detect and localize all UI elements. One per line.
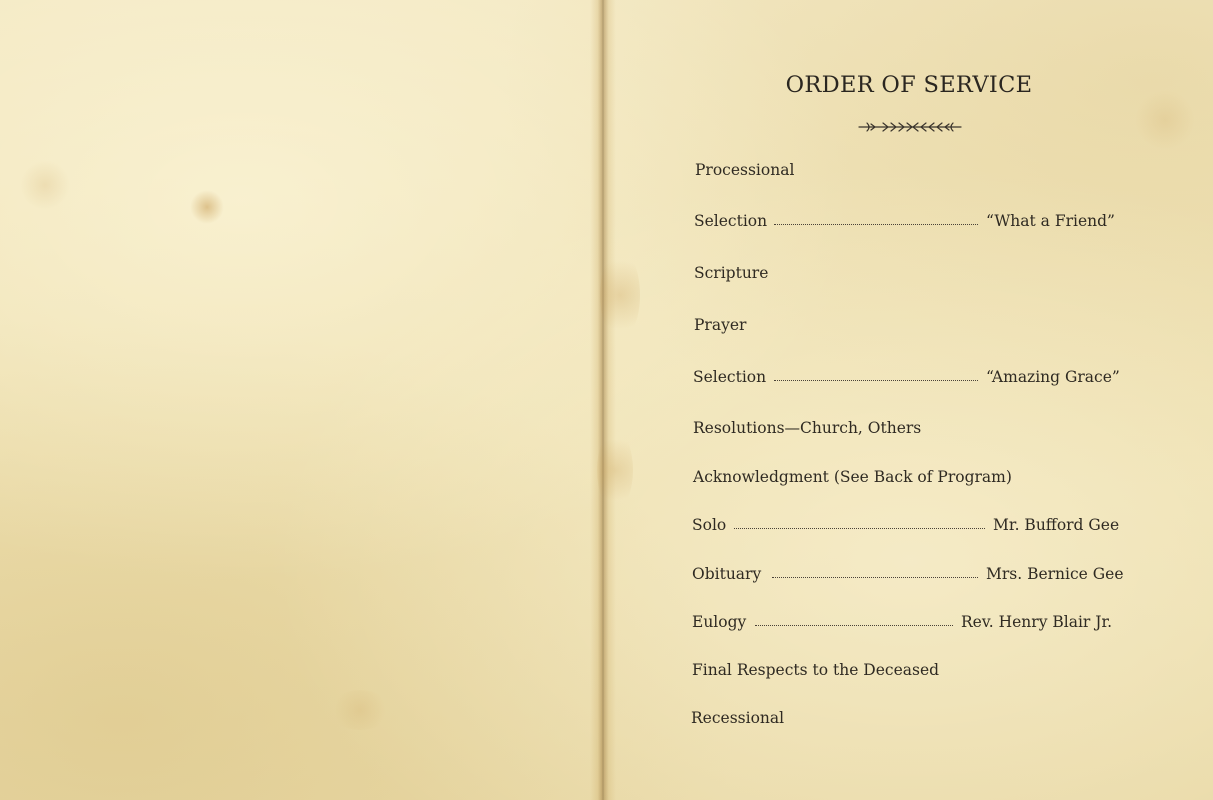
item-label: Processional xyxy=(695,161,795,179)
paper-stain xyxy=(597,430,633,510)
page-title: ORDER OF SERVICE xyxy=(785,72,1033,98)
item-value: Mrs. Bernice Gee xyxy=(986,565,1124,583)
program-item-selection-1 xyxy=(694,209,1144,233)
dotted-leader xyxy=(774,380,978,381)
program-item-obituary xyxy=(692,562,1142,586)
program-item-scripture xyxy=(694,261,1144,285)
item-label: Acknowledgment (See Back of Program) xyxy=(693,468,1012,486)
item-label: Selection xyxy=(693,368,767,386)
item-label: Prayer xyxy=(694,316,747,334)
item-value: Rev. Henry Blair Jr. xyxy=(961,613,1113,631)
item-value: “What a Friend” xyxy=(986,212,1115,230)
item-label: Scripture xyxy=(694,264,769,282)
program-item-prayer xyxy=(694,313,1144,337)
right-page xyxy=(605,0,1213,800)
program-item-processional xyxy=(695,158,1145,182)
program-item-acknowledgment xyxy=(693,465,1143,489)
paper-stain xyxy=(330,690,390,730)
item-label: Eulogy xyxy=(692,613,747,631)
dotted-leader xyxy=(734,528,985,529)
item-label: Final Respects to the Deceased xyxy=(692,661,940,679)
paper-stain xyxy=(190,190,224,224)
program-item-eulogy xyxy=(692,610,1142,634)
paper-stain xyxy=(20,160,70,210)
ornamental-divider-icon xyxy=(857,118,963,136)
dotted-leader xyxy=(772,577,978,578)
item-label: Resolutions—Church, Others xyxy=(693,419,922,437)
program-item-solo xyxy=(692,513,1142,537)
program-item-final-respects xyxy=(692,658,1142,682)
dotted-leader xyxy=(774,224,978,225)
item-label: Obituary xyxy=(692,565,762,583)
item-label: Solo xyxy=(692,516,727,534)
item-label: Recessional xyxy=(691,709,785,727)
paper-stain xyxy=(600,250,640,340)
item-value: Mr. Bufford Gee xyxy=(993,516,1120,534)
item-label: Selection xyxy=(694,212,768,230)
item-value: “Amazing Grace” xyxy=(986,368,1120,386)
program-item-recessional xyxy=(691,706,1141,730)
paper-stain xyxy=(1135,90,1195,150)
dotted-leader xyxy=(755,625,953,626)
program-item-resolutions xyxy=(693,416,1143,440)
program-item-selection-2 xyxy=(693,365,1143,389)
left-page xyxy=(0,0,601,800)
